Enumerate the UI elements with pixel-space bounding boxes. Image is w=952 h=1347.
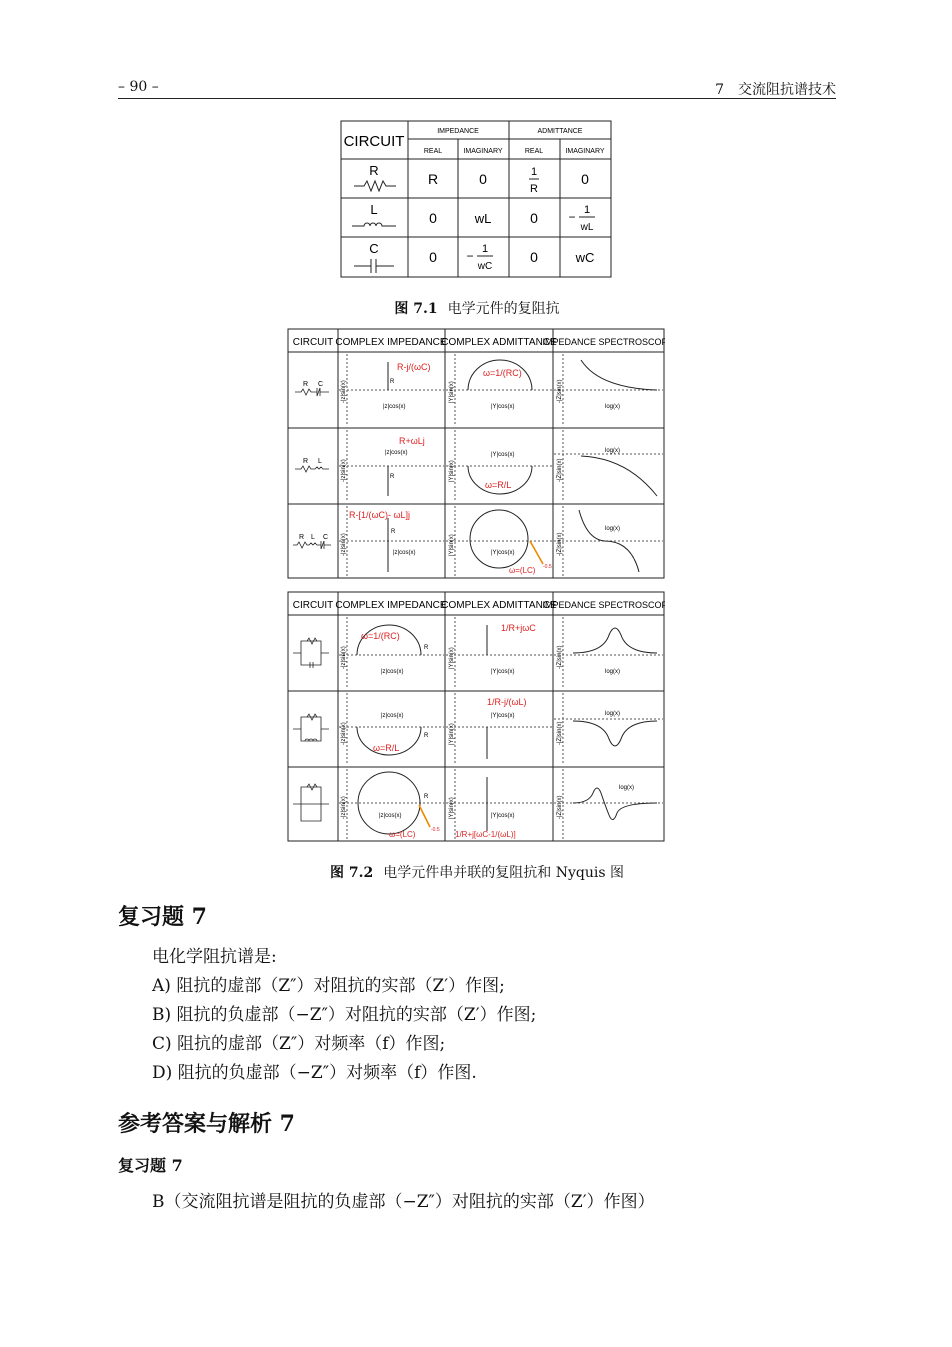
axis-label: -|Z|sin(x) [557,458,563,482]
axis-label: |Y|cos(x) [491,550,515,556]
admittance-label: ω=1/(RC) [483,368,522,378]
parallel-panel [288,592,665,841]
cell: 0 [479,171,487,187]
col-header: IMPEDANCE SPECTROSCOPY [542,337,665,347]
axis-label: -|Z|sin(x) [557,795,563,819]
axis-label: -|Z|sin(x) [557,645,563,669]
axis-label: -|Z|sin(x) [557,532,563,556]
inductor-symbol [352,223,396,226]
rl-series-symbol [295,466,329,472]
circuit-label: R [303,458,309,465]
rc-parallel-symbol [293,638,329,668]
exponent: -0.5 [543,564,552,570]
circuit-label: C [318,381,324,388]
cell: 0 [429,249,437,265]
impedance-label: ω=R/L [373,743,400,753]
resistor-label: R [369,163,379,178]
axis-label: |Y|cos(x) [491,713,515,719]
admittance-label: 1/R-j/(ωL) [487,697,527,707]
impedance-label: R+ωLj [399,436,425,446]
col-header: COMPLEX IMPEDANCE [335,337,447,348]
svg-text:−: − [466,249,474,263]
svg-text:−: − [568,210,576,224]
real-header: REAL [524,148,544,155]
axis-label: |Y|sin(x) [449,723,455,745]
resistor-symbol [354,181,396,191]
axis-label: |Y|sin(x) [449,460,455,482]
col-header: COMPLEX ADMITTANCE [441,600,557,611]
page-number: – 90 – [118,79,159,95]
series-panel [288,329,665,578]
option-c: C) 阻抗的虚部（Z″）对频率（f）作图; [152,1034,446,1054]
col-header: COMPLEX IMPEDANCE [335,600,447,611]
axis-label: log(x) [605,526,621,532]
cell: R [427,171,439,187]
axis-label: -|z|sin(x) [341,533,347,556]
axis-label: R [424,733,429,739]
cell: R [530,183,538,195]
axis-label: -|z|sin(x) [341,722,347,745]
circuit-label: L [318,458,322,465]
col-header: CIRCUIT [292,337,334,348]
caption-text: 电学元件的复阻抗 [447,301,560,317]
axis-label: R [390,379,395,385]
exponent: -0.5 [431,827,440,833]
cell: 1 [583,204,591,216]
admittance-header: ADMITTANCE [537,128,583,135]
impedance-label: R-[1/(ωC)- ωL]j [349,510,411,520]
rlc-series-symbol [293,541,331,549]
impedance-label: R-j/(ωC) [397,362,431,372]
admittance-label: ω=(LC) [509,566,536,575]
admittance-label: 1/R+jωC [501,623,536,633]
figure-7-1 [340,120,612,278]
cell: 0 [581,171,589,187]
rl-parallel-symbol [293,714,329,741]
axis-label: |Y|sin(x) [449,534,455,556]
axis-label: |Y|sin(x) [449,381,455,403]
cell: 0 [429,210,437,226]
axis-label: R [390,474,395,480]
question-stem: 电化学阻抗谱是: [152,947,277,967]
inductor-label: L [370,202,378,217]
option-a: A) 阻抗的虚部（Z″）对阻抗的实部（Z′）作图; [152,976,505,996]
cell: 0 [530,210,538,226]
axis-label: -|Z|sin(x) [557,721,563,745]
answer-text: B（交流阻抗谱是阻抗的负虚部（−Z″）对阻抗的实部（Z′）作图） [152,1192,655,1212]
axis-label: |Y|cos(x) [491,452,515,458]
option-b: B) 阻抗的负虚部（−Z″）对阻抗的实部（Z′）作图; [152,1005,537,1025]
axis-label: log(x) [605,404,621,410]
axis-label: -|z|sin(x) [341,646,347,669]
caption-number: 图 7.1 [394,301,438,317]
caption-number: 图 7.2 [330,865,374,881]
axis-label: -|z|sin(x) [341,380,347,403]
axis-label: log(x) [605,711,621,717]
circuit-header: CIRCUIT [343,133,405,150]
col-header: CIRCUIT [292,600,334,611]
cell: wC [477,261,493,272]
col-header: COMPLEX ADMITTANCE [441,337,557,348]
axis-label: |Y|sin(x) [449,647,455,669]
axis-label: log(x) [605,448,621,454]
figure-7-2 [287,328,665,844]
axis-label: -|Z|sin(x) [557,379,563,403]
impedance-label: ω=(LC) [389,830,416,839]
capacitor-label: C [369,241,379,256]
answers-heading: 参考答案与解析 7 [118,1111,295,1137]
nyquist-grid [287,328,665,844]
admittance-label: ω=R/L [485,480,512,490]
imaginary-header: IMAGINARY [463,148,503,155]
axis-label: -|z|sin(x) [341,796,347,819]
impedance-label: ω=1/(RC) [361,631,400,641]
cell: 0 [530,249,538,265]
cell: wC [575,250,595,265]
axis-label: |z|cos(x) [381,713,404,719]
axis-label: |z|cos(x) [379,813,402,819]
impedance-header: IMPEDANCE [437,128,479,135]
axis-label: log(x) [619,785,635,791]
axis-label: |z|cos(x) [385,450,408,456]
option-d: D) 阻抗的负虚部（−Z″）对频率（f）作图. [152,1063,477,1083]
circuit-label: L [311,534,315,541]
axis-label: |Y|cos(x) [491,404,515,410]
axis-label: R [424,794,429,800]
real-header: REAL [423,148,443,155]
cell: wL [474,211,492,226]
axis-label: |Y|sin(x) [449,797,455,819]
imaginary-header: IMAGINARY [565,148,605,155]
figure-7-2-caption [118,862,836,882]
axis-label: |Y|cos(x) [491,669,515,675]
axis-label: |z|cos(x) [381,669,404,675]
review-heading: 复习题 7 [118,904,207,930]
capacitor-symbol [354,259,394,273]
circuit-label: C [323,534,329,541]
cell: 1 [530,166,538,178]
axis-label: |z|cos(x) [393,550,416,556]
admittance-label: 1/R+j[ωC-1/(ωL)] [455,830,516,839]
axis-label: |z|cos(x) [383,404,406,410]
impedance-table [340,120,612,278]
circuit-label: R [299,534,305,541]
axis-label: log(x) [605,669,621,675]
cell: 1 [481,243,489,255]
axis-label: R [424,645,429,651]
circuit-label: R [303,381,309,388]
chapter-title: 7 交流阻抗谱技术 [715,82,836,98]
figure-7-1-caption [118,298,836,318]
rc-series-symbol [295,388,329,396]
cell: wL [580,222,594,233]
axis-label: |Y|cos(x) [491,813,515,819]
rlc-parallel-symbol [293,784,329,821]
axis-label: -|z|sin(x) [341,459,347,482]
answers-subheading: 复习题 7 [118,1156,183,1175]
running-header [118,76,836,99]
col-header: IMPEDANCE SPECTROSCOPY [542,600,665,610]
caption-text: 电学元件串并联的复阻抗和 Nyquis 图 [383,865,624,881]
axis-label: R [391,529,396,535]
